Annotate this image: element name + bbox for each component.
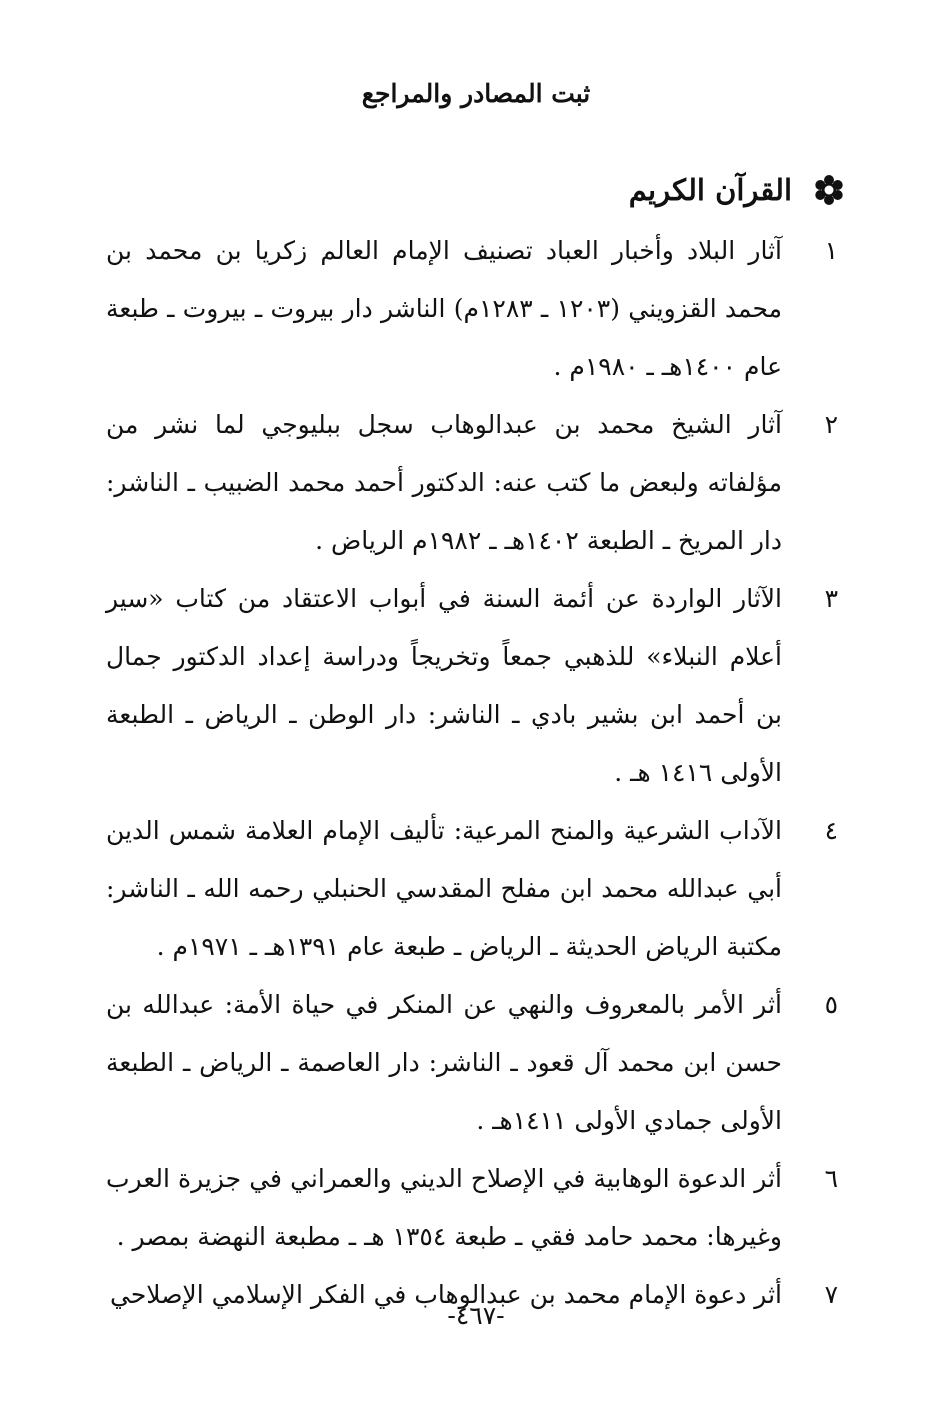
reference-entry (106, 222, 844, 396)
reference-entry (106, 396, 844, 570)
entry-text: آثار البلاد وأخبار العباد تصنيف الإمام العالم زكريا بن محمد بن محمد القزويني (١٢٠٣ ـ ١٢٨٣م) الناشر دار بيروت ـ بيروت ـ طبعة عام ١٤٠٠هـ ـ ١٩٨٠م . (106, 236, 783, 381)
references-list (106, 222, 844, 1324)
entry-number: ٤ (824, 816, 838, 845)
entry-number: ٣ (824, 584, 838, 613)
entry-text: أثر دعوة الإمام محمد بن عبدالوهاب في الفكر الإسلامي الإصلاحي (110, 1280, 782, 1309)
entry-text: أثر الأمر بالمعروف والنهي عن المنكر في حياة الأمة: عبدالله بن حسن ابن محمد آل قعود ـ الناشر: دار العاصمة ـ الرياض ـ الطبعة الأولى جمادي الأولى ١٤١١هـ . (106, 990, 782, 1135)
reference-entry (106, 570, 844, 802)
reference-entry (106, 976, 844, 1150)
flower-ornament-icon (814, 175, 844, 205)
entry-text: آثار الشيخ محمد بن عبدالوهاب سجل ببليوجي لما نشر من مؤلفاته ولبعض ما كتب عنه: الدكتور أحمد محمد الضبيب ـ الناشر: دار المريخ ـ الطبعة ١٤٠٢هـ ـ ١٩٨٢م الرياض . (106, 410, 782, 555)
reference-entry (106, 1150, 844, 1266)
entry-text: الآثار الواردة عن أئمة السنة في أبواب الاعتقاد من كتاب «سير أعلام النبلاء» للذهبي جمعاً وتخريجاً ودراسة إعداد الدكتور جمال بن أحمد ابن بشير بادي ـ الناشر: دار الوطن ـ الرياض ـ الطبعة الأولى ١٤١٦ هـ . (106, 584, 782, 787)
entry-number: ٢ (824, 410, 838, 439)
entry-number: ٥ (824, 990, 838, 1019)
page-number: -٤٦٧- (447, 1301, 505, 1330)
reference-entry (106, 802, 844, 976)
entry-number: ١ (824, 236, 838, 265)
entry-number: ٦ (824, 1164, 838, 1193)
entry-text: الآداب الشرعية والمنح المرعية: تأليف الإمام العلامة شمس الدين أبي عبدالله محمد ابن مفلح المقدسي الحنبلي رحمه الله ـ الناشر: مكتبة الرياض الحديثة ـ الرياض ـ طبعة عام ١٣٩١هـ ـ ١٩٧١م . (106, 816, 782, 961)
section-heading (629, 166, 844, 214)
entry-number: ٧ (824, 1280, 838, 1309)
section-heading-text: القرآن الكريم (628, 173, 792, 207)
entry-text: أثر الدعوة الوهابية في الإصلاح الديني والعمراني في جزيرة العرب وغيرها: محمد حامد فقي ـ طبعة ١٣٥٤ هـ ـ مطبعة النهضة بمصر . (106, 1164, 782, 1251)
page-title: ثبت المصادر والمراجع (361, 79, 591, 108)
